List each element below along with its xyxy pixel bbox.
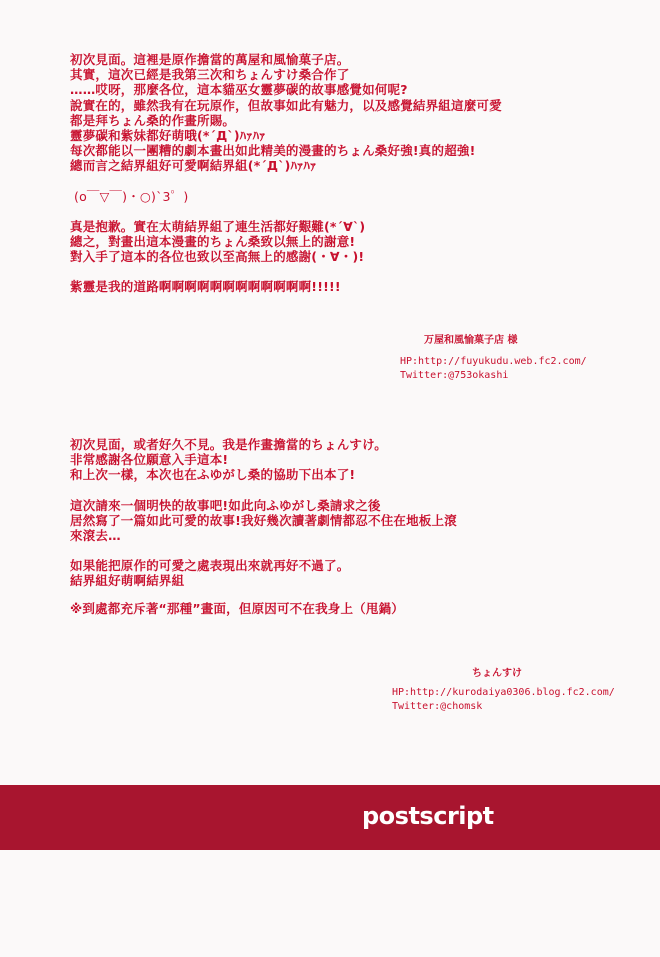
text-line: 初次見面。這裡是原作擔當的萬屋和風愉菓子店。 [70,52,350,67]
text-line: 和上次一樣，本次也在ふゆがし桑的協助下出本了! [70,467,356,483]
text-line: 非常感謝各位願意入手這本! [70,452,229,468]
signature-twitter: Twitter:@chomsk [392,701,483,712]
note-line: ※到處都充斥著“那種”畫面，但原因可不在我身上（甩鍋） [70,600,404,616]
postscript-title: postscript [362,802,494,830]
signature-name: 万屋和風愉菓子店 様 [424,335,518,346]
text-line: 如果能把原作的可愛之處表現出來就再好不過了。 [70,558,350,574]
text-line: 說實在的，雖然我有在玩原作，但故事如此有魅力，以及感覺結界組這麼可愛 [70,97,502,113]
text-line: 結界組好萌啊結界組 [70,573,185,589]
text-line: 靈夢碳和紫妹都好萌哦(*´Д`)ﾊｧﾊｧ [70,128,266,144]
text-line: 總而言之結界組好可愛啊結界組(*´Д`)ﾊｧﾊｧ [70,158,317,174]
afterword-section-artist [70,437,610,616]
text-line: 每次都能以一團糟的劇本畫出如此精美的漫畫的ちょん桑好強!真的超強! [70,143,476,159]
signature-name: ちょんすけ [472,668,522,679]
signature-twitter: Twitter:@753okashi [400,370,509,381]
signature-homepage: HP:http://kurodaiya0306.blog.fc2.com/ [392,687,615,698]
text-line: ……哎呀，那麼各位，這本貓巫女靈夢碳的故事感覺如何呢? [70,82,408,98]
text-line: 居然寫了一篇如此可愛的故事!我好幾次讀著劇情都忍不住在地板上滾 [70,512,457,528]
text-line: 真是抱歉。實在太萌結界組了連生活都好艱難(*´∀`) [70,218,366,234]
text-line: 都是拜ちょん桑的作畫所賜。 [70,112,236,128]
text-line: 這次請來一個明快的故事吧!如此向ふゆがし桑請求之後 [70,497,381,513]
text-line: 紫靈是我的道路啊啊啊啊啊啊啊啊啊啊啊啊!!!!! [70,279,341,295]
footer-band [0,785,660,850]
signature-homepage: HP:http://fuyukudu.web.fc2.com/ [400,356,587,367]
text-line: 對入手了這本的各位也致以至高無上的感謝(・∀・)! [70,249,365,265]
text-line: 其實，這次已經是我第三次和ちょんすけ桑合作了 [70,67,350,83]
text-line: 初次見面，或者好久不見。我是作畫擔當的ちょんすけ。 [70,437,388,452]
emoticon-line: (ο￣▽￣)・○)`3゜) [74,188,189,204]
text-line: 總之，對畫出這本漫畫的ちょん桑致以無上的謝意! [70,234,356,250]
text-line: 來滾去… [70,528,121,544]
afterword-section-writer [70,52,610,295]
